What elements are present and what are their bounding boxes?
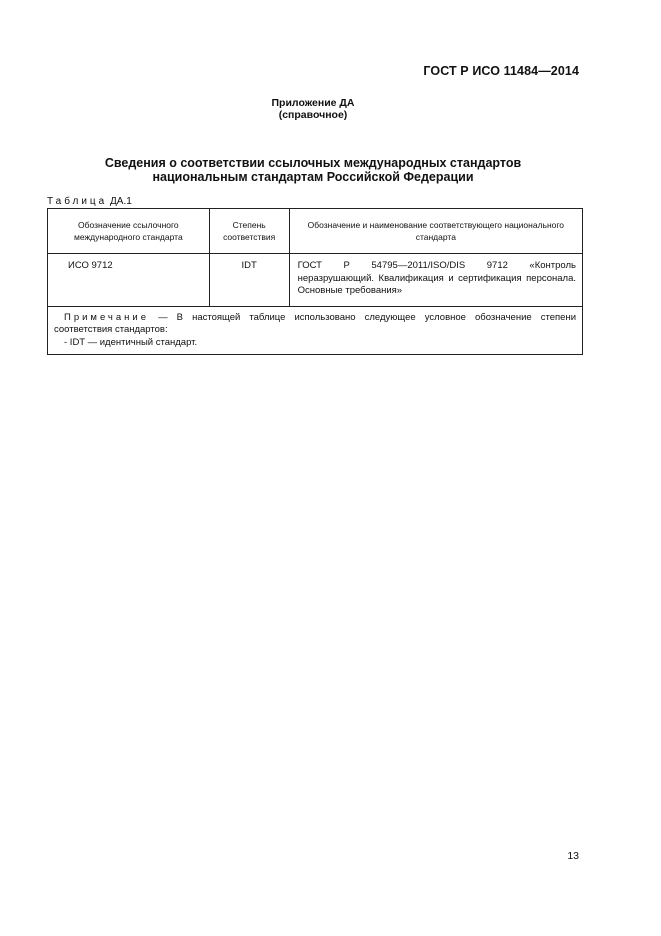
note-label: Примечание (64, 311, 149, 323)
section-title (0, 156, 626, 184)
header-international-standard: Обозначение ссылочного международного стандарта (48, 209, 210, 254)
table-header-row (48, 209, 583, 254)
standards-table (47, 208, 583, 355)
cell-international-standard: ИСО 9712 (48, 254, 210, 307)
cell-degree-of-conformity: IDT (209, 254, 289, 307)
table-caption-word: Таблица (47, 196, 108, 207)
header-degree-of-conformity: Степень соответствия (209, 209, 289, 254)
table-note-row (48, 306, 583, 355)
annex-title: Приложение ДА (271, 97, 355, 109)
cell-national-standard: ГОСТ Р 54795—2011/ISO/DIS 9712 «Контроль неразрушающий. Квалификация и сертификация персонала. Основные требования» (289, 254, 582, 307)
table-caption-number: ДА.1 (110, 196, 132, 207)
document-code: ГОСТ Р ИСО 11484—2014 (423, 64, 579, 78)
section-title-line-1: Сведения о соответствии ссылочных международных стандартов (104, 156, 522, 170)
page-number: 13 (567, 850, 579, 862)
annex-subtitle: (справочное) (278, 109, 348, 121)
note-text: — В настоящей таблице использовано следующее условное обозначение степени соответствия стандартов: (54, 311, 576, 335)
header-national-standard: Обозначение и наименование соответствующего национального стандарта (289, 209, 582, 254)
table-note (48, 306, 583, 355)
annex-heading (0, 97, 626, 121)
table-caption (47, 196, 132, 207)
table-row (48, 254, 583, 307)
section-title-line-2: национальным стандартам Российской Федерации (152, 170, 474, 184)
note-item: - IDT — идентичный стандарт. (64, 336, 198, 348)
